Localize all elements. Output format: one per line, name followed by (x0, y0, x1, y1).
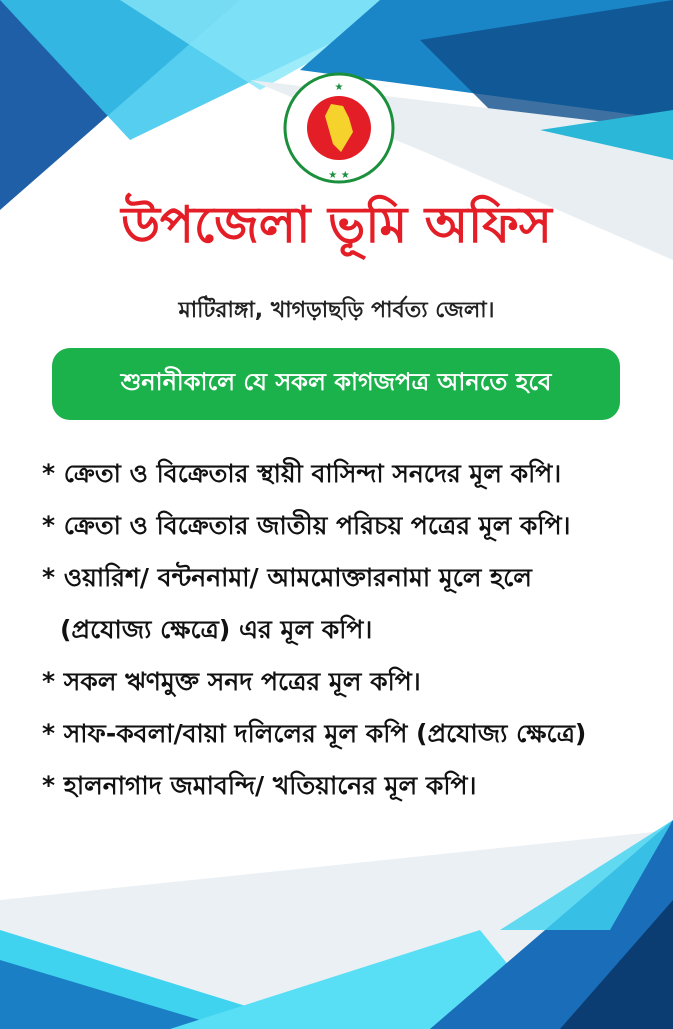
documents-banner (52, 348, 620, 420)
required-documents-list (42, 448, 662, 812)
list-item: * ওয়ারিশ/ বন্টননামা/ আমমোক্তারনামা মূলে হলে (42, 563, 532, 592)
list-item: * সকল ঋণমুক্ত সনদ পত্রের মূল কপি। (42, 667, 421, 696)
banner-text: শুনানীকালে যে সকল কাগজপত্র আনতে হবে (120, 368, 552, 396)
list-item: * সাফ-কবলা/বায়া দলিলের মূল কপি (প্রযোজ্য ক্ষেত্রে) (42, 719, 587, 748)
list-item: * ক্রেতা ও বিক্রেতার জাতীয় পরিচয় পত্রের মূল কপি। (42, 511, 571, 540)
list-item-continuation: (প্রযোজ্য ক্ষেত্রে) এর মূল কপি। (60, 615, 373, 644)
seal-text-bottom: ★ ★ (328, 170, 350, 181)
page-title: উপজেলা ভূমি অফিস (121, 196, 552, 254)
seal-text-top: ★ (334, 82, 344, 93)
government-seal-logo (283, 72, 395, 184)
list-item: * ক্রেতা ও বিক্রেতার স্থায়ী বাসিন্দা সনদের মূল কপি। (42, 459, 562, 488)
page-subtitle: মাটিরাঙ্গা, খাগড়াছড়ি পার্বত্য জেলা। (178, 298, 495, 323)
list-item: * হালনাগাদ জমাবন্দি/ খতিয়ানের মূল কপি। (42, 771, 477, 800)
